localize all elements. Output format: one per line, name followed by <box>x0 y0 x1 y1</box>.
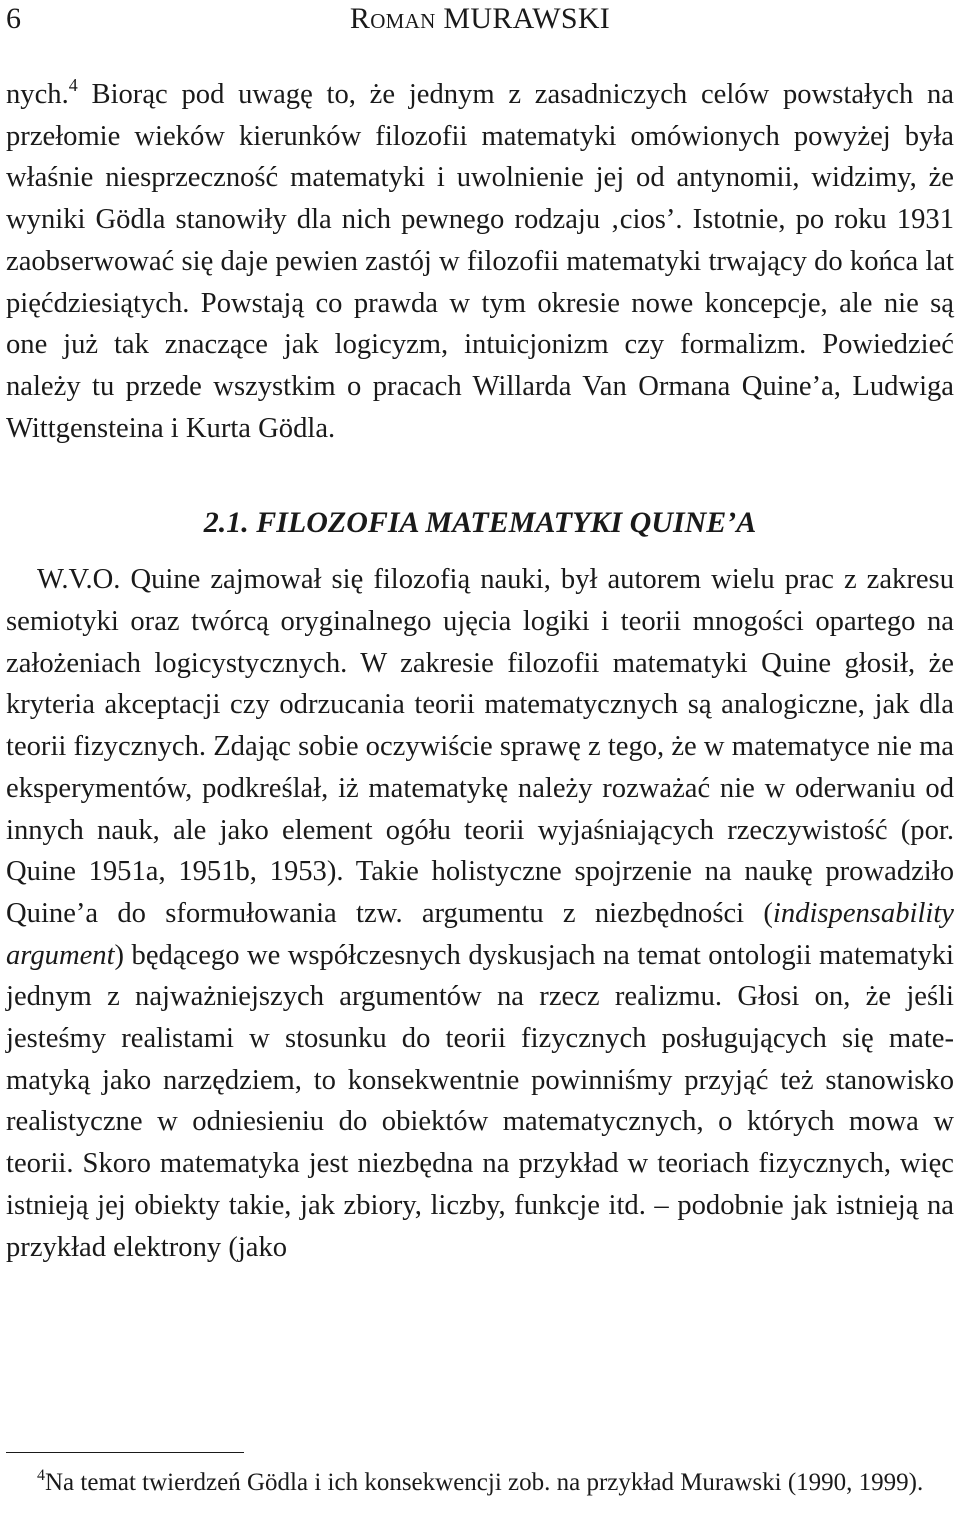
page-number: 6 <box>6 2 21 35</box>
paragraph-continued <box>6 74 954 449</box>
body-text <box>6 74 954 1268</box>
paragraph-text-part2: ) będącego we współczesnych dyskusjach na temat ontologii matematyki jednym z najważniejszych argumentów na rzecz realizmu. Głosi on, że jeśli jesteśmy realistami w stosunku do teorii fizycznych posługujących się matematyką jako narzędziem, to konsekwentnie powinniśmy przyjąć też stanowisko realistyczne w odniesieniu do obiektów matematycznych, o których mowa w teorii. Skoro matematyka jest niezbędna na przykład w teoriach fizycznych, więc istnieją jej obiekty takie, jak zbiory, liczby, funkcje itd. – podobnie jak istnieją na przykład elektrony (jako <box>6 939 954 1263</box>
paragraph-text-part1: W.V.O. Quine zajmował się filozofią nauki, był autorem wielu prac z zakresu semiotyki oraz twórcą oryginalnego ujęcia logiki i teorii mnogości opartego na założeniach logicystycznych. W zakresie filozofii matematyki Quine głosił, że kryteria akceptacji czy odrzucania teorii matematycznych są analogiczne, jak dla teorii fizycznych. Zdając sobie oczywiście sprawę z tego, że w matematyce nie ma eksperymentów, podkreślał, iż matematykę należy rozważać nie w oderwaniu od innych nauk, ale jako element ogółu teorii wyjaśniających rzeczywistość (por. Quine 1951a, 1951b, 1953). Takie holistyczne spojrzenie na naukę prowadziło Quine’a do sformułowania tzw. argumentu z niezbędności ( <box>6 564 954 929</box>
section-heading <box>6 502 954 544</box>
footnote-marker: 4 <box>37 1467 45 1484</box>
author-first-name: Roman <box>349 2 436 35</box>
paragraph-text: Biorąc pod uwagę to, że jednym z zasadniczych celów powstałych na przełomie wieków kierunków filozofii matematyki omówionych powyżej była właśnie niesprzeczność matematyki i uwolnienie jej od antynomii, widzimy, że wyniki Gödla stanowiły dla nich pewnego rodzaju ‚cios’. Istotnie, po roku 1931 zaobserwować się daje pewien zastój w filozofii matematyki trwający do końca lat pięćdziesiątych. Powstają co prawda w tym okresie nowe koncepcje, ale nie są one już tak znaczące jak logicyzm, intuicjonizm czy formalizm. Powiedzieć należy tu przede wszystkim o pracach Willarda Van Ormana Quine’a, Ludwiga Wittgensteina i Kurta Gödla. <box>6 79 954 444</box>
footnote-divider <box>6 1452 244 1453</box>
paragraph-lead: nych. <box>6 79 69 110</box>
footnote-text: Na temat twierdzeń Gödla i ich konsekwencji zob. na przykład Murawski (1990, 1999). <box>45 1469 924 1496</box>
running-title <box>6 0 954 38</box>
author-last-name: MURAWSKI <box>443 2 611 35</box>
section-title: FILOZOFIA MATEMATYKI QUINE’A <box>256 506 757 540</box>
footnote <box>6 1466 954 1500</box>
section-number: 2.1. <box>203 506 249 540</box>
footnote-reference[interactable]: 4 <box>68 75 78 95</box>
page-content <box>6 0 954 1268</box>
running-head <box>6 0 954 44</box>
paragraph-quine <box>6 559 954 1268</box>
italic-term: indispensability argument <box>6 897 954 971</box>
